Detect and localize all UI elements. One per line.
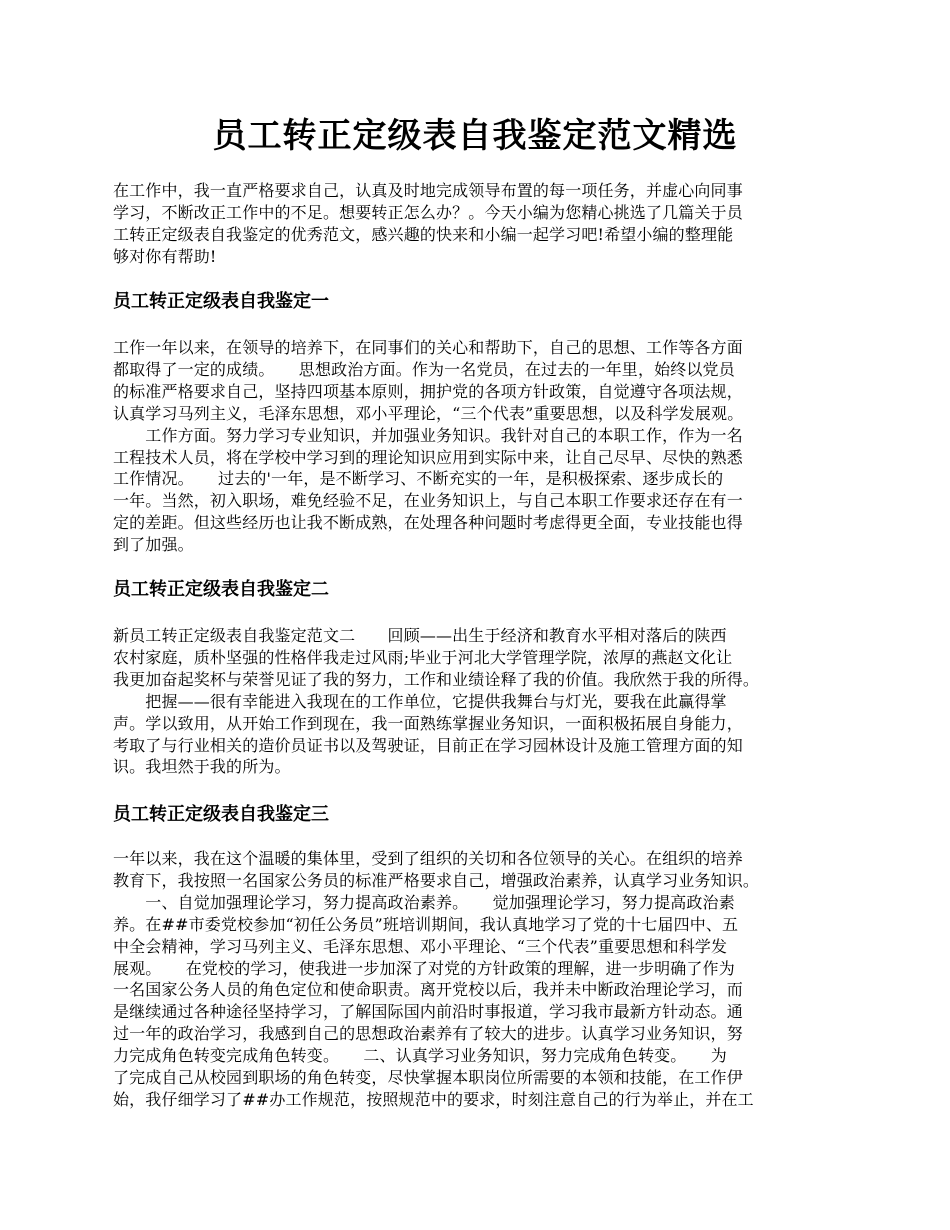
text-line: 到了加强。 xyxy=(113,535,194,555)
text-line: 考取了与行业相关的造价员证书以及驾驶证，目前正在学习园林设计及施工管理方面的知 xyxy=(113,735,743,755)
text-line: 始，我仔细学习了##办工作规范，按照规范中的要求，时刻注意自己的行为举止，并在工 xyxy=(113,1089,754,1109)
text-line: 一、自觉加强理论学习，努力提高政治素养。 觉加强理论学习，努力提高政治素 xyxy=(113,892,735,912)
section-heading-3: 员工转正定级表自我鉴定三 xyxy=(113,804,329,825)
text-line: 的标准严格要求自己，坚持四项基本原则，拥护党的各项方针政策，自觉遵守各项法规， xyxy=(113,381,743,401)
text-line: 中全会精神，学习马列主义、毛泽东思想、邓小平理论、“三个代表”重要思想和科学发 xyxy=(113,936,728,956)
text-line: 养。在##市委党校参加“初任公务员”班培训期间，我认真地学习了党的十七届四中、五 xyxy=(113,914,739,934)
text-line: 了完成自己从校园到职场的角色转变，尽快掌握本职岗位所需要的本领和技能，在工作伊 xyxy=(113,1068,743,1088)
text-line: 工程技术人员，将在学校中学习到的理论知识应用到实际中来，让自己尽早、尽快的熟悉 xyxy=(113,447,743,467)
text-line: 工作方面。努力学习专业知识，并加强业务知识。我针对自己的本职工作，作为一名 xyxy=(113,425,743,445)
text-line: 我更加奋起奖杯与荣誉见证了我的努力，工作和业绩诠释了我的价值。我欣然于我的所得。 xyxy=(113,669,760,689)
section-body-3 xyxy=(113,848,843,1111)
section-body-2 xyxy=(113,625,843,778)
text-line: 把握——很有幸能进入我现在的工作单位，它提供我舞台与灯光，要我在此赢得掌 xyxy=(113,691,727,711)
text-line: 工转正定级表自我鉴定的优秀范文，感兴趣的快来和小编一起学习吧!希望小编的整理能 xyxy=(113,224,734,244)
section-body-1 xyxy=(113,337,843,556)
text-line: 农村家庭，质朴坚强的性格伴我走过风雨;毕业于河北大学管理学院，浓厚的燕赵文化让 xyxy=(113,647,733,667)
text-line: 学习，不断改正工作中的不足。想要转正怎么办？。今天小编为您精心挑选了几篇关于员 xyxy=(113,202,743,222)
text-line: 是继续通过各种途径坚持学习，了解国际国内前沿时事报道，学习我市最新方针动态。通 xyxy=(113,1002,743,1022)
text-line: 力完成角色转变完成角色转变。 二、认真学习业务知识，努力完成角色转变。 为 xyxy=(113,1046,727,1066)
intro-paragraph xyxy=(113,180,843,268)
text-line: 都取得了一定的成绩。 思想政治方面。作为一名党员，在过去的一年里，始终以党员 xyxy=(113,359,735,379)
text-line: 一年。当然，初入职场，难免经验不足，在业务知识上，与自己本职工作要求还存在有一 xyxy=(113,491,743,511)
text-line: 在工作中，我一直严格要求自己，认真及时地完成领导布置的每一项任务，并虚心向同事 xyxy=(113,181,743,200)
text-line: 工作一年以来，在领导的培养下，在同事们的关心和帮助下，自己的思想、工作等各方面 xyxy=(113,338,743,357)
text-line: 教育下，我按照一名国家公务员的标准严格要求自己，增强政治素养，认真学习业务知识。 xyxy=(113,870,760,890)
text-line: 够对你有帮助! xyxy=(113,246,217,266)
text-line: 工作情况。 过去的'一年，是不断学习、不断充实的一年，是积极探索、逐步成长的 xyxy=(113,469,724,489)
text-line: 新员工转正定级表自我鉴定范文二 回顾——出生于经济和教育水平相对落后的陕西 xyxy=(113,626,727,645)
text-line: 定的差距。但这些经历也让我不断成熟，在处理各种问题时考虑得更全面，专业技能也得 xyxy=(113,513,743,533)
text-line: 展观。 在党校的学习，使我进一步加深了对党的方针政策的理解，进一步明确了作为 xyxy=(113,958,735,978)
text-line: 认真学习马列主义，毛泽东思想，邓小平理论，“三个代表”重要思想，以及科学发展观。 xyxy=(113,403,744,423)
text-line: 一名国家公务人员的角色定位和使命职责。离开党校以后，我并未中断政治理论学习，而 xyxy=(113,980,743,1000)
section-heading-2: 员工转正定级表自我鉴定二 xyxy=(113,579,329,600)
text-line: 声。学以致用，从开始工作到现在，我一面熟练掌握业务知识，一面积极拓展自身能力， xyxy=(113,713,743,733)
text-line: 识。我坦然于我的所为。 xyxy=(113,757,291,777)
document-title: 员工转正定级表自我鉴定范文精选 xyxy=(212,116,738,156)
section-heading-1: 员工转正定级表自我鉴定一 xyxy=(113,291,329,312)
text-line: 过一年的政治学习，我感到自己的思想政治素养有了较大的进步。认真学习业务知识，努 xyxy=(113,1024,743,1044)
text-line: 一年以来，我在这个温暖的集体里，受到了组织的关切和各位领导的关心。在组织的培养 xyxy=(113,849,743,868)
